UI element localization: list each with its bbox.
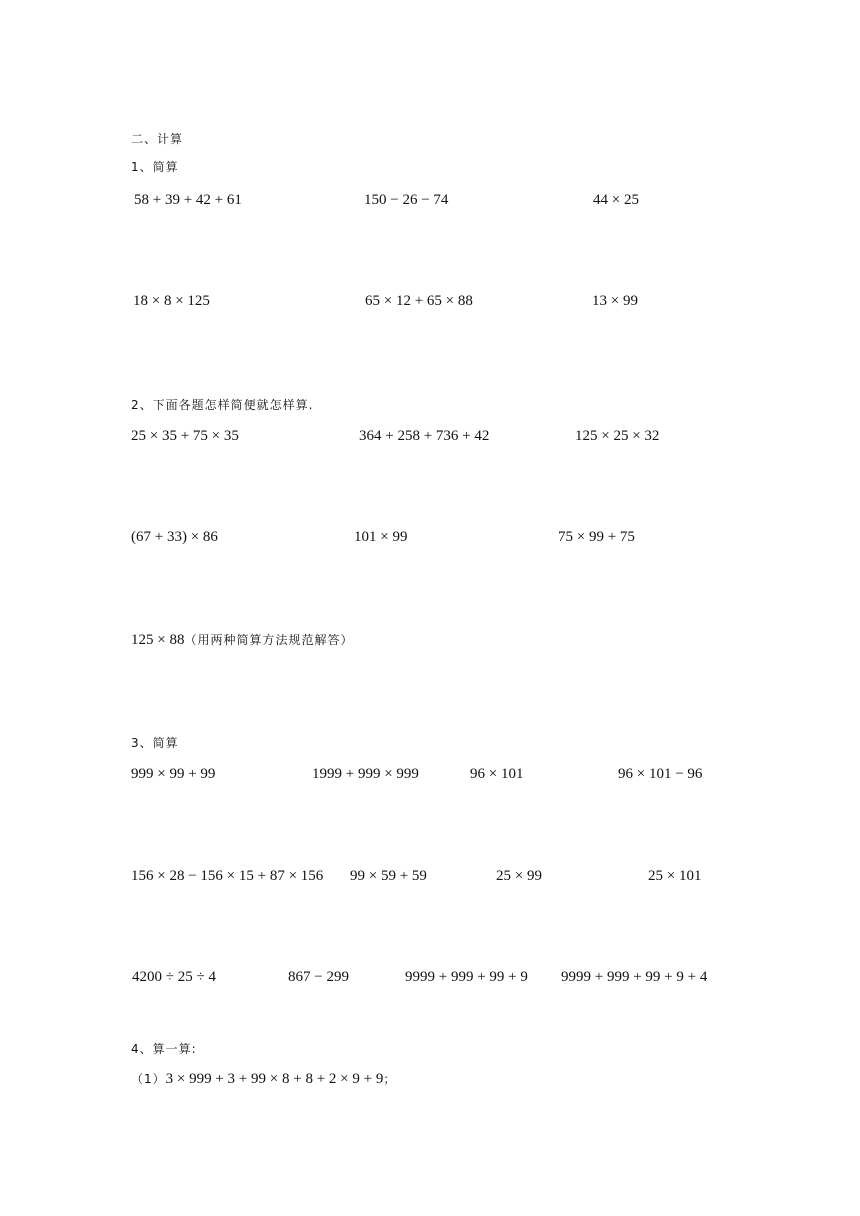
q2-problem-2: 364 + 258 + 736 + 42	[359, 428, 490, 444]
q2-problem-7	[131, 631, 353, 649]
q4-item-1-expr: 3 × 999 + 3 + 99 × 8 + 8 + 2 × 9 + 9	[165, 1071, 384, 1087]
q2-problem-5: 101 × 99	[354, 529, 408, 545]
q2-problem-4: (67 + 33) × 86	[131, 529, 218, 545]
q2-problem-1: 25 × 35 + 75 × 35	[131, 428, 239, 444]
q4-heading: 4、算一算:	[131, 1042, 197, 1056]
q3-problem-1: 999 × 99 + 99	[131, 766, 216, 782]
q2-problem-3: 125 × 25 × 32	[575, 428, 660, 444]
q3-problem-10: 867 − 299	[288, 969, 349, 985]
q3-problem-5: 156 × 28 − 156 × 15 + 87 × 156	[131, 868, 324, 884]
section-title: 二、计算	[131, 132, 184, 146]
q2-heading: 2、下面各题怎样简便就怎样算.	[131, 398, 314, 412]
q3-problem-11: 9999 + 999 + 99 + 9	[405, 969, 528, 985]
q2-problem-7-note: （用两种简算方法规范解答）	[184, 633, 354, 647]
q2-problem-6: 75 × 99 + 75	[558, 529, 635, 545]
q3-problem-4: 96 × 101 − 96	[618, 766, 703, 782]
q1-problem-5: 65 × 12 + 65 × 88	[365, 293, 473, 309]
q1-problem-3: 44 × 25	[593, 192, 639, 208]
q2-problem-7-expr: 125 × 88	[131, 632, 185, 648]
q1-problem-1: 58 + 39 + 42 + 61	[134, 192, 242, 208]
q4-item-1-end: ；	[383, 1072, 397, 1086]
q3-problem-8: 25 × 101	[648, 868, 702, 884]
q3-problem-6: 99 × 59 + 59	[350, 868, 427, 884]
q1-problem-4: 18 × 8 × 125	[133, 293, 210, 309]
q3-heading: 3、简算	[131, 736, 179, 750]
q3-problem-7: 25 × 99	[496, 868, 542, 884]
q4-item-1-label: （1）	[131, 1072, 166, 1086]
q3-problem-9: 4200 ÷ 25 ÷ 4	[132, 969, 216, 985]
q4-item-1	[131, 1070, 396, 1088]
q3-problem-3: 96 × 101	[470, 766, 524, 782]
q1-heading: 1、简算	[131, 160, 179, 174]
q1-problem-6: 13 × 99	[592, 293, 638, 309]
q1-problem-2: 150 − 26 − 74	[364, 192, 449, 208]
q3-problem-12: 9999 + 999 + 99 + 9 + 4	[561, 969, 708, 985]
q3-problem-2: 1999 + 999 × 999	[312, 766, 419, 782]
